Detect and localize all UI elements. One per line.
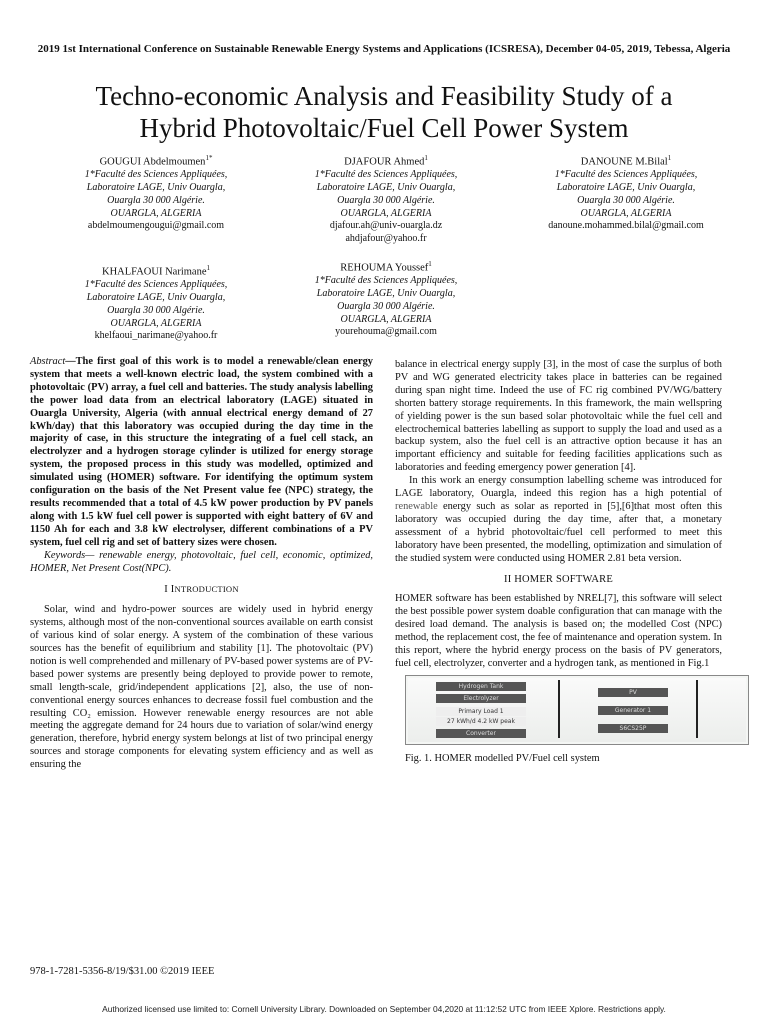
- right-paragraph-1: balance in electrical energy supply [3], in the most of case the surplus of both PV and WG generated electricity takes place in batteries can be regained during span night time. Indeed the use of FC rig combined PV/WG/battery shorten battery storage requirements. In this framework, the main wellspring of yielding power is the sun based solar photovoltaic while the fuel cell and electrochemical batteries labelling as support to supply the load and used as a backup system, also the fuel cell is an attractive option because it has an important efficiency and suitable for feeding facilities applications such as laboratories and feeding emergency power generation [4].: [395, 359, 722, 474]
- ac-bus-line: [558, 680, 560, 738]
- author-block-2: DJAFOUR Ahmed$^1$ 1*Faculté des Sciences Appliquées, Laboratoire LAGE, Univ Ouargla, Ouargla 30 000 Algérie. OUARGLA, ALGERIA djafour.ah@univ-ouargla.dz ahdjafour@yahoo.fr: [266, 152, 506, 246]
- author-block-3: DANOUNE M.Bilal$^1$ 1*Faculté des Sciences Appliquées, Laboratoire LAGE, Univ Ouargla, Ouargla 30 000 Algérie. OUARGLA, ALGERIA danoune.mohammed.bilal@gmail.com: [506, 152, 746, 233]
- electrolyzer-block: Electrolyzer: [436, 694, 526, 703]
- author-email[interactable]: yourehouma@gmail.com: [335, 326, 437, 338]
- generator-block: Generator 1: [598, 706, 668, 715]
- renewable-link[interactable]: renewable: [395, 500, 438, 512]
- author-city: OUARGLA, ALGERIA: [340, 207, 432, 219]
- author-affiliation: 1*Faculté des Sciences Appliquées,: [84, 169, 228, 181]
- author-affiliation: 1*Faculté des Sciences Appliquées,: [554, 169, 698, 181]
- right-column: [395, 359, 722, 766]
- dc-bus-line: [696, 680, 698, 738]
- homer-system-figure: [405, 675, 749, 745]
- pv-block: PV: [598, 688, 668, 697]
- paper-title: [20, 80, 748, 144]
- author-city: OUARGLA, ALGERIA: [110, 317, 202, 329]
- author-city: OUARGLA, ALGERIA: [580, 207, 672, 219]
- title-line-1: Techno-economic Analysis and Feasibility Study of a: [95, 81, 673, 111]
- converter-block: Converter: [436, 729, 526, 738]
- author-name: KHALFAOUI Narimane: [102, 266, 207, 278]
- author-email[interactable]: djafour.ah@univ-ouargla.dz: [329, 220, 443, 232]
- battery-block: S6CS25P: [598, 724, 668, 733]
- author-affiliation: 1*Faculté des Sciences Appliquées,: [314, 275, 458, 287]
- abstract-text: —The first goal of this work is to model a renewable/clean energy system that meets a well-known electric load, the system combined with a photovoltaic (PV) array, a fuel cell and batteries. The study analysis labelling the power load data from an electrical laboratory (LAGE) situated in Ouargla University, Algeria (with annual electrical energy demand of 27 kWh/day) that this laboratory was occupied during the day time in the majority of case, in this structure the integrating of a fuel cell stack, an electrolyzer and a hydrogen storage cylinder is utilized for energy storage system, the proposed process in this study was modelled, optimized and simulated using (HOMER) software. For identifying the optimum system configuration on the basis of the Net Present value fee (NPC) strategy, the results recommended that a total of 4.5 kW power production by PV panels along with 1.5 kW fuel cell power is supported with eight battery of 6V and 1150 Ah for each and 3.8 kW electrolyser, different combinations of a PV system, fuel cell rig and set of battery sizes were chosen.: [30, 356, 373, 548]
- figure-caption: Fig. 1. HOMER modelled PV/Fuel cell system: [405, 752, 600, 764]
- abstract: [30, 356, 373, 550]
- right-paragraph-3: HOMER software has been established by NREL[7], this software will select the best possible power system doable configuration that can manage with the desired load demand. The analysis is based on; the modelled Cost (NPC) method, the replacement cost, the fee of maintenance and operation system. In this report, where the hybrid energy process on the basis of PV generators, fuel cell, electrolyzer, converter and a hydrogen tank, as mentioned in Fig.1: [395, 593, 722, 669]
- primary-load-block: Primary Load 1: [436, 707, 526, 716]
- license-footer: Authorized licensed use limited to: Cornell University Library. Downloaded on September 04,2020 at 11:12:52 UTC from IEEE Xplore. Restrictions apply.: [102, 1004, 666, 1014]
- left-column: [30, 356, 373, 772]
- title-line-2: Hybrid Photovoltaic/Fuel Cell Power System: [139, 113, 629, 143]
- author-name: DANOUNE M.Bilal: [580, 156, 668, 168]
- primary-load-detail: 27 kWh/d 4.2 kW peak: [436, 717, 526, 726]
- author-affiliation: 1*Faculté des Sciences Appliquées,: [314, 169, 458, 181]
- author-block-1: GOUGUI Abdelmoumen$^{1*}$ 1*Faculté des Sciences Appliquées, Laboratoire LAGE, Univ Ouargla, Ouargla 30 000 Algérie. OUARGLA, ALGERIA abdelmoumengougui@gmail.com: [36, 152, 276, 233]
- author-email[interactable]: khelfaoui_narimane@yahoo.fr: [94, 330, 218, 342]
- author-email[interactable]: abdelmoumengougui@gmail.com: [87, 220, 225, 232]
- author-name: DJAFOUR Ahmed: [344, 156, 425, 168]
- section-heading-introduction: I INTRODUCTION: [164, 584, 239, 596]
- author-city: OUARGLA, ALGERIA: [110, 207, 202, 219]
- intro-paragraph: Solar, wind and hydro-power sources are widely used in hybrid energy systems, although most of the non-conventional sources available on earth consist of various kind of solar energy. A system of the combination of these various sources has the benefit of equilibrium and stability [1]. The photovoltaic (PV) notion is well comprehended and millenary of PV-based power systems are of PV-based power systems are presently being deployed to provide power to remote, small length-scale, grid/independent applications [2], also, the use of non- conventional energy sources enhances to decrease fossil fuel combustion and the resulting CO₂ emission. However renewable energy resources are not able meeting the aggregate demand for 24 hours due to variation of solar/wind energy generation, therefore, hybrid energy system belongs at list of two principal energy sources and storage components for elevating system efficiency and as well as ensuring the: [30, 604, 373, 771]
- isbn-copyright: 978-1-7281-5356-8/19/$31.00 ©2019 IEEE: [30, 966, 215, 977]
- abstract-label: Abstract: [30, 356, 66, 367]
- author-name: GOUGUI Abdelmoumen: [99, 156, 206, 168]
- author-email[interactable]: danoune.mohammed.bilal@gmail.com: [548, 220, 704, 232]
- right-paragraph-2: In this work an energy consumption labelling scheme was introduced for LAGE laboratory, Ouargla, indeed this region has a high potential of renewable energy such as solar as reported in [5],[6]that most often this laboratory was occupied during the day time, after that, a monetary assessment of a hybrid photovoltaic/fuel cell performed to meet this laboratory have been presented, the modelling, optimization and simulation of the studied system were conducted using HOMER 2.81 beta version.: [395, 475, 722, 564]
- author-email-alt[interactable]: ahdjafour@yahoo.fr: [345, 233, 427, 245]
- section-heading-homer: II HOMER SOFTWARE: [504, 573, 613, 585]
- author-block-5: REHOUMA Youssef$^1$ 1*Faculté des Sciences Appliquées, Laboratoire LAGE, Univ Ouargla, Ouargla 30 000 Algérie. OUARGLA, ALGERIA yourehouma@gmail.com: [266, 258, 506, 339]
- keywords: Keywords— renewable energy, photovoltaic, fuel cell, economic, optimized, HOMER, Net Present Cost(NPC).: [30, 549, 373, 574]
- author-affiliation: 1*Faculté des Sciences Appliquées,: [84, 279, 228, 291]
- hydrogen-tank-block: Hydrogen Tank: [436, 682, 526, 691]
- author-city: OUARGLA, ALGERIA: [340, 313, 432, 325]
- author-block-4: KHALFAOUI Narimane$^1$ 1*Faculté des Sciences Appliquées, Laboratoire LAGE, Univ Ouargla, Ouargla 30 000 Algérie. OUARGLA, ALGERIA khelfaoui_narimane@yahoo.fr: [36, 262, 276, 343]
- author-name: REHOUMA Youssef: [340, 262, 429, 274]
- conference-header: 2019 1st International Conference on Sustainable Renewable Energy Systems and Applications (ICSRESA), December 04-05, 2019, Tebessa, Algeria: [37, 43, 731, 55]
